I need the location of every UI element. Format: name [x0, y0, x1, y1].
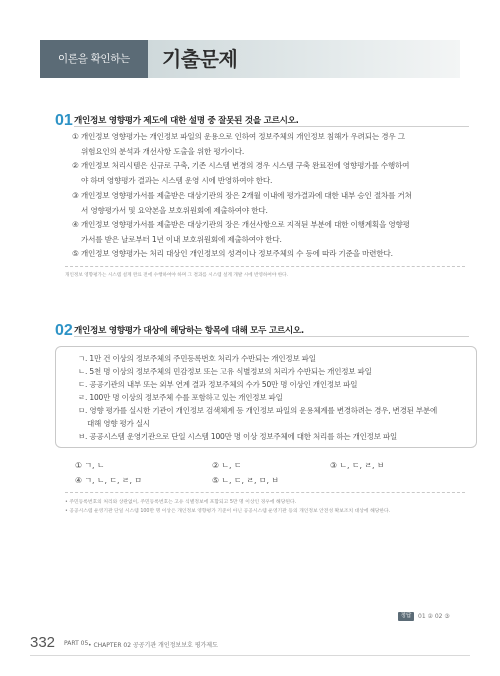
q2-item-5-cont: 대해 영향 평가 실시: [87, 419, 150, 428]
footer-chapter: • CHAPTER 02 공공기관 개인정보보호 평가제도: [88, 642, 218, 649]
question-2-text: 개인정보 영향평가 대상에 해당하는 항목에 대해 모두 고르시오.: [74, 326, 304, 336]
q2-item-4: ㄹ. 100만 명 이상의 정보주체 수를 포함하고 있는 개인정보 파일: [78, 393, 283, 402]
q2-choice-5: ⑤ ㄴ, ㄷ, ㄹ, ㅁ, ㅂ: [212, 476, 279, 485]
q1-option-1-cont: 위험요인의 분석과 개선사항 도출을 위한 평가이다.: [81, 147, 245, 156]
q1-option-3-cont: 서 영향평가서 및 요약본을 보호위원회에 제출하여야 한다.: [81, 206, 268, 215]
q1-option-4-cont: 가서를 받은 날로부터 1년 이내 보호위원회에 제출하여야 한다.: [81, 235, 282, 244]
header-label: 이론을 확인하는: [58, 53, 130, 65]
answer-text: 01 ② 02 ③: [418, 613, 450, 620]
answer-badge: 정답: [398, 612, 414, 621]
q2-note-rule: [65, 492, 465, 493]
q2-choice-1: ① ㄱ, ㄴ: [75, 461, 105, 470]
footer-part: PART 05: [64, 640, 89, 647]
question-1-text: 개인정보 영향평가 제도에 대한 설명 중 잘못된 것을 고르시오.: [74, 116, 299, 126]
q2-item-6: ㅂ. 공공시스템 운영기관으로 단일 시스템 100만 명 이상 정보주체에 대한 처리를 하는 개인정보 파일: [78, 432, 398, 441]
page-number: 332: [30, 634, 56, 651]
q2-choice-3: ③ ㄴ, ㄷ, ㄹ, ㅂ: [330, 461, 385, 470]
q1-note-rule: [65, 266, 465, 267]
q2-item-5: ㅁ. 영향 평가를 실시한 기관이 개인정보 검색체계 등 개인정보 파일의 운용체계를 변경하려는 경우, 변경된 부분에: [78, 406, 438, 415]
question-2-rule: [74, 336, 469, 337]
section-header: [40, 40, 460, 78]
q1-option-1: ① 개인정보 영향평가는 개인정보 파일의 운용으로 인하여 정보주체의 개인정보 침해가 우려되는 경우 그: [72, 132, 405, 141]
q1-option-4: ④ 개인정보 영향평가서를 제출받은 대상기관의 장은 개선사항으로 지적된 부분에 대한 이행계획을 영향평: [72, 220, 410, 229]
q1-option-5: ⑤ 개인정보 영향평가는 처리 대상인 개인정보의 성격이나 정보주체의 수 등에 따라 기준을 마련한다.: [72, 249, 393, 258]
q1-explanation: 개인정보 영향평가는 시스템 설계 완료 전에 수행하여야 하며 그 결과를 시스템 설계 개발 시에 반영하여야 한다.: [65, 273, 289, 278]
q1-option-3: ③ 개인정보 영향평가서를 제출받은 대상기관의 장은 2개월 이내에 평가결과에 대한 내부 승인 절차를 거쳐: [72, 191, 412, 200]
q2-choice-4: ④ ㄱ, ㄴ, ㄷ, ㄹ, ㅁ: [75, 476, 142, 485]
question-1-rule: [74, 126, 469, 127]
q2-footnote-2: • 공공시스템 운영기관 단일 시스템 100만 명 이상은 개인정보 영향평가 기준이 아닌 공공시스템 운영기관 등의 개인정보 안전성 확보조치 대상에 해당한다.: [65, 509, 391, 514]
question-2-number: 02: [55, 322, 73, 339]
q2-item-2: ㄴ. 5천 명 이상의 정보주체의 민감정보 또는 고유 식별정보의 처리가 수반되는 개인정보 파일: [78, 367, 372, 376]
q2-footnote-1: • 주민등록번호의 처리와 상관없이, 주민등록번호는 고유 식별정보에 포함되고 5만 명 이상인 경우에 해당된다.: [65, 500, 297, 505]
question-1-number: 01: [55, 112, 73, 129]
q2-item-1: ㄱ. 1만 건 이상의 정보주체의 주민등록번호 처리가 수반되는 개인정보 파일: [78, 354, 316, 363]
q2-choice-2: ② ㄴ, ㄷ: [212, 461, 242, 470]
q1-option-2-cont: 야 하며 영향평가 결과는 시스템 운영 시에 반영하여야 한다.: [81, 176, 273, 185]
q2-item-3: ㄷ. 공공기관의 내부 또는 외부 연계 결과 정보주체의 수가 50만 명 이상인 개인정보 파일: [78, 380, 358, 389]
header-title: 기출문제: [162, 47, 238, 71]
q1-option-2: ② 개인정보 처리시템은 신규로 구축, 기존 시스템 변경의 경우 시스템 구축 완료전에 영향평가를 수행하여: [72, 161, 410, 170]
footer-rule: [30, 655, 470, 656]
